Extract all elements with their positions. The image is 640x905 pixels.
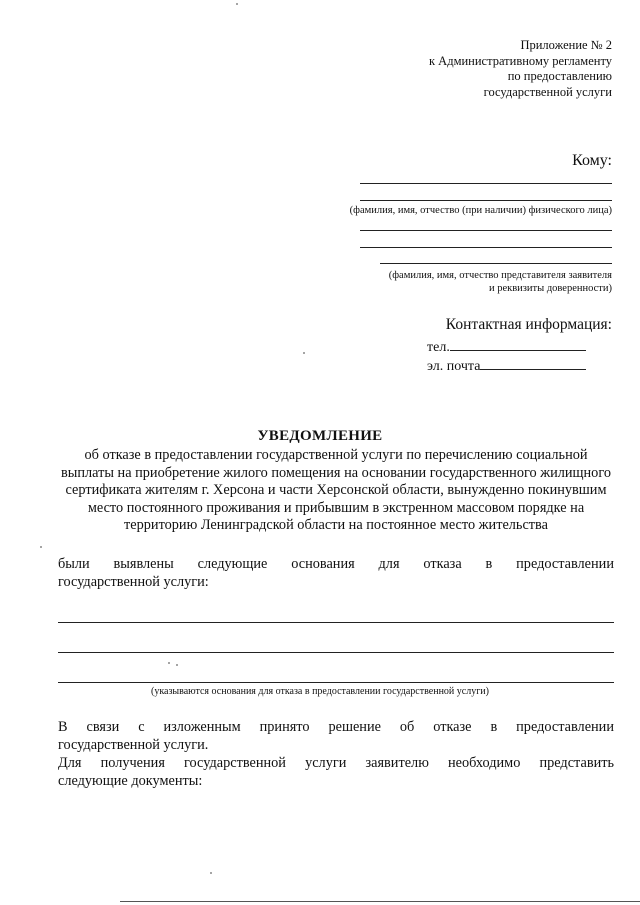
phone-field[interactable] [450,338,586,351]
recipient-line-1[interactable] [360,183,612,184]
appendix-provision: по предоставлению [507,69,612,83]
recipient-line-3[interactable] [360,230,612,231]
scan-speck [210,872,212,874]
recipient-person-caption: (фамилия, имя, отчество (при наличии) физического лица) [349,205,612,216]
grounds-line-blank-3[interactable] [58,682,614,683]
grounds-line-blank-1[interactable] [58,622,614,623]
appendix-header [429,38,612,100]
scan-speck [303,352,305,354]
grounds-line-blank-2[interactable] [58,652,614,653]
contact-title: Контактная информация: [445,316,612,333]
phone-label: тел. [427,340,450,355]
documents-line-1: Для получения государственной услуги заявителю необходимо представить [58,755,614,771]
documents-line-2: следующие документы: [58,772,203,789]
phone-row [427,338,586,356]
scan-speck [236,3,238,5]
notice-subtitle: об отказе в предоставлении государственной услуги по перечислению социальной выплаты на приобретение жилого помещения на основании государственного жилищного сертификата жителям г. Херсона и части Херсонской области, вынужденно покинувшим место постоянного проживания и прибывшим в экстренном массовом порядке на территорию Ленинградской области на постоянное место жительства [61,447,611,533]
scan-speck [176,664,178,666]
grounds-line-1: были выявлены следующие основания для отказа в предоставлении [58,556,614,572]
decision-line-2: государственной услуги. [58,736,209,753]
representative-caption-line1: (фамилия, имя, отчество представителя заявителя [388,270,612,281]
email-field[interactable] [480,357,586,370]
scan-speck [168,662,170,664]
notice-title: УВЕДОМЛЕНИЕ [257,428,383,444]
decision-line-1: В связи с изложенным принято решение об отказе в предоставлении [58,719,614,735]
email-label: эл. почта [427,359,481,374]
decision-paragraph [58,719,614,754]
recipient-line-5[interactable] [380,263,612,264]
appendix-regulation: к Административному регламенту [428,53,612,68]
appendix-service: государственной услуги [483,84,612,99]
recipient-line-2[interactable] [360,200,612,201]
grounds-caption: (указываются основания для отказа в предоставлении государственной услуги) [150,686,489,697]
recipient-label: Кому: [572,152,612,169]
bottom-edge-line [120,901,640,902]
recipient-line-4[interactable] [360,247,612,248]
email-row [427,357,586,375]
grounds-paragraph [58,556,614,591]
scan-speck [40,546,42,548]
representative-caption [389,269,612,295]
representative-caption-line2: и реквизиты доверенности) [488,283,612,294]
appendix-number: Приложение № 2 [520,38,612,52]
grounds-line-2: государственной услуги: [58,573,209,590]
documents-paragraph [58,755,614,790]
